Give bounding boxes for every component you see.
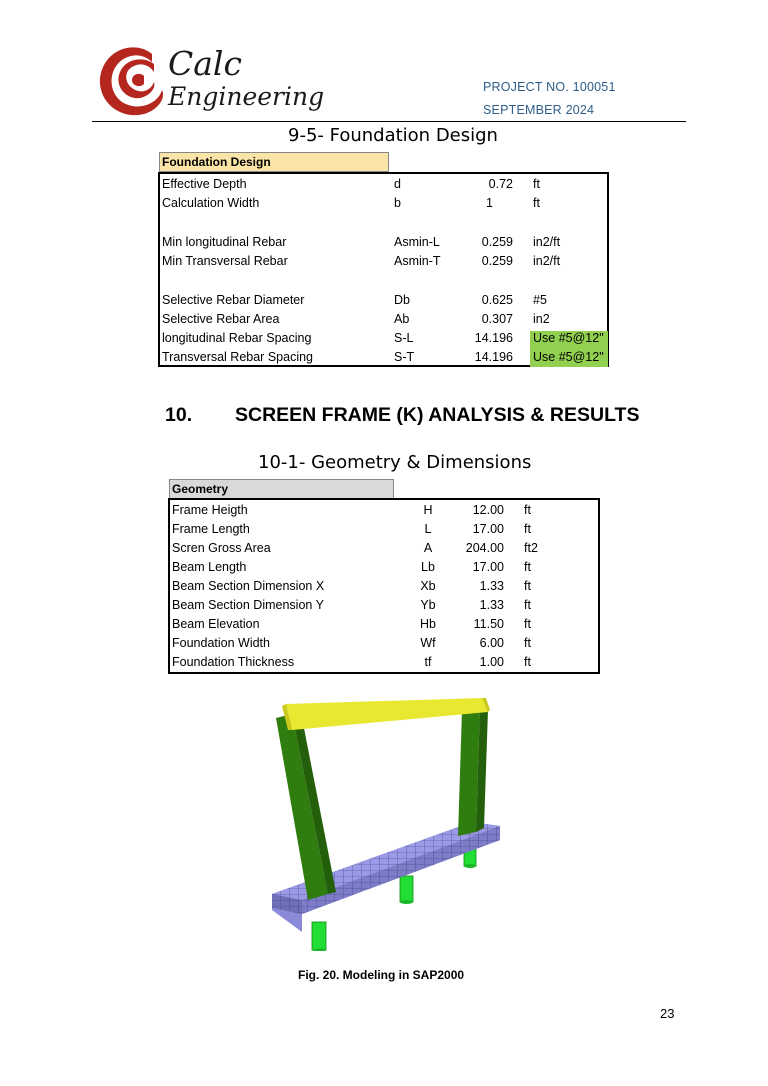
row-label: Beam Section Dimension Y xyxy=(172,598,324,612)
row-unit: ft xyxy=(524,579,531,593)
project-info xyxy=(483,80,616,126)
row-symbol: b xyxy=(394,196,401,210)
table-row xyxy=(170,634,598,653)
row-unit: ft xyxy=(524,522,531,536)
table-row xyxy=(160,252,607,271)
row-value: 0.625 xyxy=(481,293,513,307)
page-number: 23 xyxy=(660,1006,675,1021)
table-row xyxy=(160,291,607,310)
row-symbol: Xb xyxy=(420,579,436,593)
project-date: SEPTEMBER 2024 xyxy=(483,103,595,117)
row-unit: #5 xyxy=(533,293,547,307)
row-label: Transversal Rebar Spacing xyxy=(162,350,313,364)
pile-left xyxy=(312,922,326,950)
table-row xyxy=(160,194,607,213)
row-value: 11.50 xyxy=(473,617,504,631)
row-value: 1 xyxy=(486,196,493,210)
row-symbol: Ab xyxy=(394,312,410,326)
row-label: Calculation Width xyxy=(162,196,260,210)
row-unit: ft xyxy=(533,196,540,210)
row-unit: ft2 xyxy=(524,541,538,555)
company-logo xyxy=(96,42,325,122)
row-label: Frame Length xyxy=(172,522,250,536)
row-value: 17.00 xyxy=(472,560,504,574)
row-symbol: Wf xyxy=(420,636,436,650)
row-unit: in2/ft xyxy=(533,254,561,268)
row-unit: Use #5@12" xyxy=(533,350,604,364)
figure-caption: Fig. 20. Modeling in SAP2000 xyxy=(298,968,465,982)
row-unit: ft xyxy=(524,636,531,650)
row-label: Beam Section Dimension X xyxy=(172,579,325,593)
header-divider xyxy=(92,121,686,122)
row-value: 6.00 xyxy=(479,636,504,650)
row-unit: ft xyxy=(524,503,531,517)
row-unit: ft xyxy=(524,560,531,574)
row-value: 0.307 xyxy=(481,312,513,326)
row-unit: in2 xyxy=(533,312,550,326)
sap2000-model-figure xyxy=(262,696,512,951)
row-value: 14.196 xyxy=(474,331,513,345)
table-row xyxy=(160,348,607,367)
row-unit: ft xyxy=(524,617,531,631)
row-symbol: Asmin-T xyxy=(394,254,441,268)
row-label: Beam Elevation xyxy=(172,617,260,631)
row-unit: ft xyxy=(524,598,531,612)
table-row xyxy=(170,577,598,596)
row-symbol: Hb xyxy=(420,617,436,631)
row-value: 12.00 xyxy=(472,503,504,517)
table-row xyxy=(170,615,598,634)
row-symbol: L xyxy=(424,522,432,536)
table-row xyxy=(170,501,598,520)
geometry-table xyxy=(168,498,600,674)
row-value: 0.259 xyxy=(481,235,513,249)
foundation-design-table xyxy=(158,172,609,367)
table-row xyxy=(160,329,607,348)
row-label: Selective Rebar Diameter xyxy=(162,293,305,307)
section-10-title: SCREEN FRAME (K) ANALYSIS & RESULTS xyxy=(235,404,640,426)
section-10-number: 10. xyxy=(165,404,193,426)
row-symbol: H xyxy=(423,503,433,517)
row-label: Effective Depth xyxy=(162,177,247,191)
row-label: Beam Length xyxy=(172,560,247,574)
row-unit: ft xyxy=(533,177,540,191)
row-symbol: S-L xyxy=(394,331,414,345)
geometry-header: Geometry xyxy=(169,479,394,499)
row-symbol: Asmin-L xyxy=(394,235,440,249)
row-unit: in2/ft xyxy=(533,235,561,249)
row-label: Foundation Width xyxy=(172,636,270,650)
table-row xyxy=(170,520,598,539)
frame-model-illustration xyxy=(262,696,512,951)
row-unit: ft xyxy=(524,655,531,669)
table-row xyxy=(170,653,598,672)
logo-text-calc: Calc xyxy=(168,44,242,83)
table-row xyxy=(170,596,598,615)
top-beam xyxy=(286,698,488,730)
row-value: 14.196 xyxy=(474,350,513,364)
row-label: Frame Heigth xyxy=(172,503,248,517)
row-symbol: d xyxy=(394,177,401,191)
row-symbol: Yb xyxy=(420,598,436,612)
logo-swirl-icon xyxy=(96,42,168,120)
row-value: 1.33 xyxy=(479,598,504,612)
table-row xyxy=(160,310,607,329)
table-row xyxy=(160,175,607,194)
logo-text-engineering: Engineering xyxy=(168,82,325,111)
row-symbol: tf xyxy=(424,655,432,669)
table-row xyxy=(170,539,598,558)
section-9-5-title: 9-5- Foundation Design xyxy=(288,125,498,146)
row-symbol: Db xyxy=(394,293,410,307)
row-label: Foundation Thickness xyxy=(172,655,295,669)
row-value: 0.259 xyxy=(481,254,513,268)
table-row xyxy=(170,558,598,577)
pile-middle xyxy=(400,876,413,902)
row-label: Min Transversal Rebar xyxy=(162,254,288,268)
row-value: 0.72 xyxy=(488,177,513,191)
section-10-1-title: 10-1- Geometry & Dimensions xyxy=(258,452,532,473)
row-unit: Use #5@12" xyxy=(533,331,604,345)
row-value: 204.00 xyxy=(465,541,504,555)
row-label: longitudinal Rebar Spacing xyxy=(162,331,312,345)
foundation-design-header: Foundation Design xyxy=(159,152,389,172)
table-row xyxy=(160,233,607,252)
row-symbol: A xyxy=(423,541,433,555)
row-value: 1.33 xyxy=(479,579,504,593)
row-symbol: Lb xyxy=(421,560,435,574)
project-number: PROJECT NO. 100051 xyxy=(483,80,616,94)
row-label: Selective Rebar Area xyxy=(162,312,280,326)
row-label: Scren Gross Area xyxy=(172,541,271,555)
row-value: 1.00 xyxy=(479,655,504,669)
row-label: Min longitudinal Rebar xyxy=(162,235,287,249)
row-value: 17.00 xyxy=(472,522,504,536)
row-symbol: S-T xyxy=(394,350,415,364)
